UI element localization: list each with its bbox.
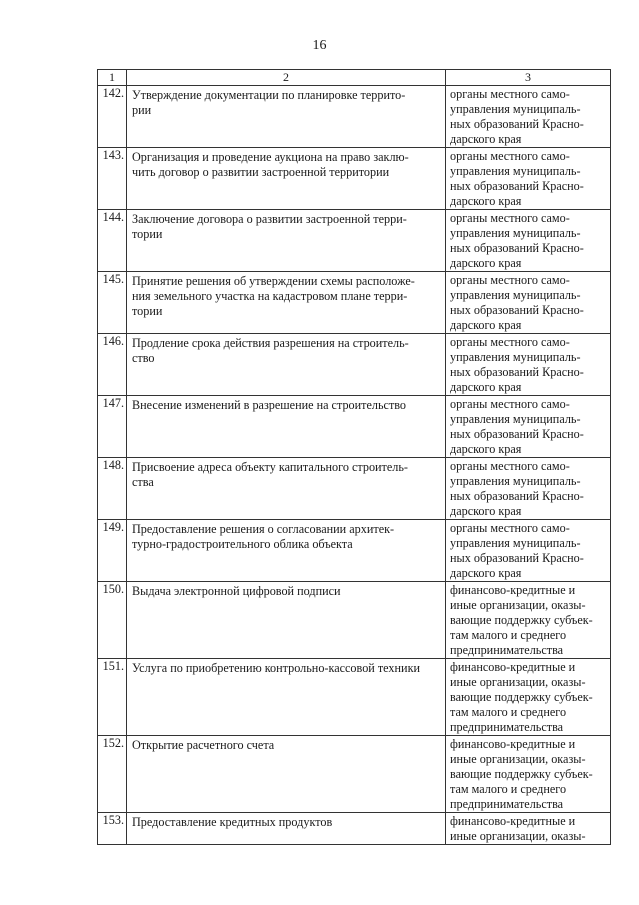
row-number: 150.	[98, 582, 127, 659]
row-number: 142.	[98, 86, 127, 148]
column-header-service: 2	[127, 70, 446, 86]
responsible-authority: органы местного само- управления муниципаль- ных образований Красно- дарского края	[446, 272, 611, 334]
table-header-row	[98, 70, 611, 86]
table-row	[98, 458, 611, 520]
row-number: 144.	[98, 210, 127, 272]
responsible-authority: органы местного само- управления муниципаль- ных образований Красно- дарского края	[446, 520, 611, 582]
responsible-authority: органы местного само- управления муниципаль- ных образований Красно- дарского края	[446, 86, 611, 148]
row-number: 145.	[98, 272, 127, 334]
responsible-authority: финансово-кредитные и иные организации, оказы- вающие поддержку субъек- там малого и среднего предпринимательства	[446, 659, 611, 736]
responsible-authority: органы местного само- управления муниципаль- ных образований Красно- дарского края	[446, 210, 611, 272]
table-row	[98, 334, 611, 396]
service-name: Присвоение адреса объекту капитального строитель- ства	[127, 458, 446, 520]
column-header-authority: 3	[446, 70, 611, 86]
responsible-authority: органы местного само- управления муниципаль- ных образований Красно- дарского края	[446, 458, 611, 520]
table-row	[98, 148, 611, 210]
row-number: 152.	[98, 736, 127, 813]
service-name: Утверждение документации по планировке террито- рии	[127, 86, 446, 148]
table-row	[98, 86, 611, 148]
service-name: Продление срока действия разрешения на строитель- ство	[127, 334, 446, 396]
service-name: Предоставление решения о согласовании архитек- турно-градостроительного облика объекта	[127, 520, 446, 582]
page-number: 16	[312, 38, 327, 53]
service-name: Выдача электронной цифровой подписи	[127, 582, 446, 659]
row-number: 147.	[98, 396, 127, 458]
service-name: Организация и проведение аукциона на право заклю- чить договор о развитии застроенной территории	[127, 148, 446, 210]
table-row	[98, 659, 611, 736]
service-name: Принятие решения об утверждении схемы расположе- ния земельного участка на кадастровом плане терри- тории	[127, 272, 446, 334]
table-row	[98, 582, 611, 659]
table-row	[98, 736, 611, 813]
service-name: Предоставление кредитных продуктов	[127, 813, 446, 845]
service-name: Внесение изменений в разрешение на строительство	[127, 396, 446, 458]
responsible-authority: органы местного само- управления муниципаль- ных образований Красно- дарского края	[446, 396, 611, 458]
responsible-authority: финансово-кредитные и иные организации, оказы- вающие поддержку субъек- там малого и среднего предпринимательства	[446, 582, 611, 659]
row-number: 151.	[98, 659, 127, 736]
table-row	[98, 272, 611, 334]
responsible-authority: финансово-кредитные и иные организации, оказы- вающие поддержку субъек- там малого и среднего предпринимательства	[446, 736, 611, 813]
row-number: 148.	[98, 458, 127, 520]
responsible-authority: органы местного само- управления муниципаль- ных образований Красно- дарского края	[446, 148, 611, 210]
responsible-authority: финансово-кредитные и иные организации, оказы-	[446, 813, 611, 845]
services-table	[97, 69, 611, 845]
row-number: 153.	[98, 813, 127, 845]
row-number: 149.	[98, 520, 127, 582]
column-header-number: 1	[98, 70, 127, 86]
row-number: 146.	[98, 334, 127, 396]
table-row	[98, 396, 611, 458]
service-name: Услуга по приобретению контрольно-кассовой техники	[127, 659, 446, 736]
table-row	[98, 813, 611, 845]
responsible-authority: органы местного само- управления муниципаль- ных образований Красно- дарского края	[446, 334, 611, 396]
row-number: 143.	[98, 148, 127, 210]
table-row	[98, 210, 611, 272]
service-name: Заключение договора о развитии застроенной терри- тории	[127, 210, 446, 272]
table-row	[98, 520, 611, 582]
service-name: Открытие расчетного счета	[127, 736, 446, 813]
